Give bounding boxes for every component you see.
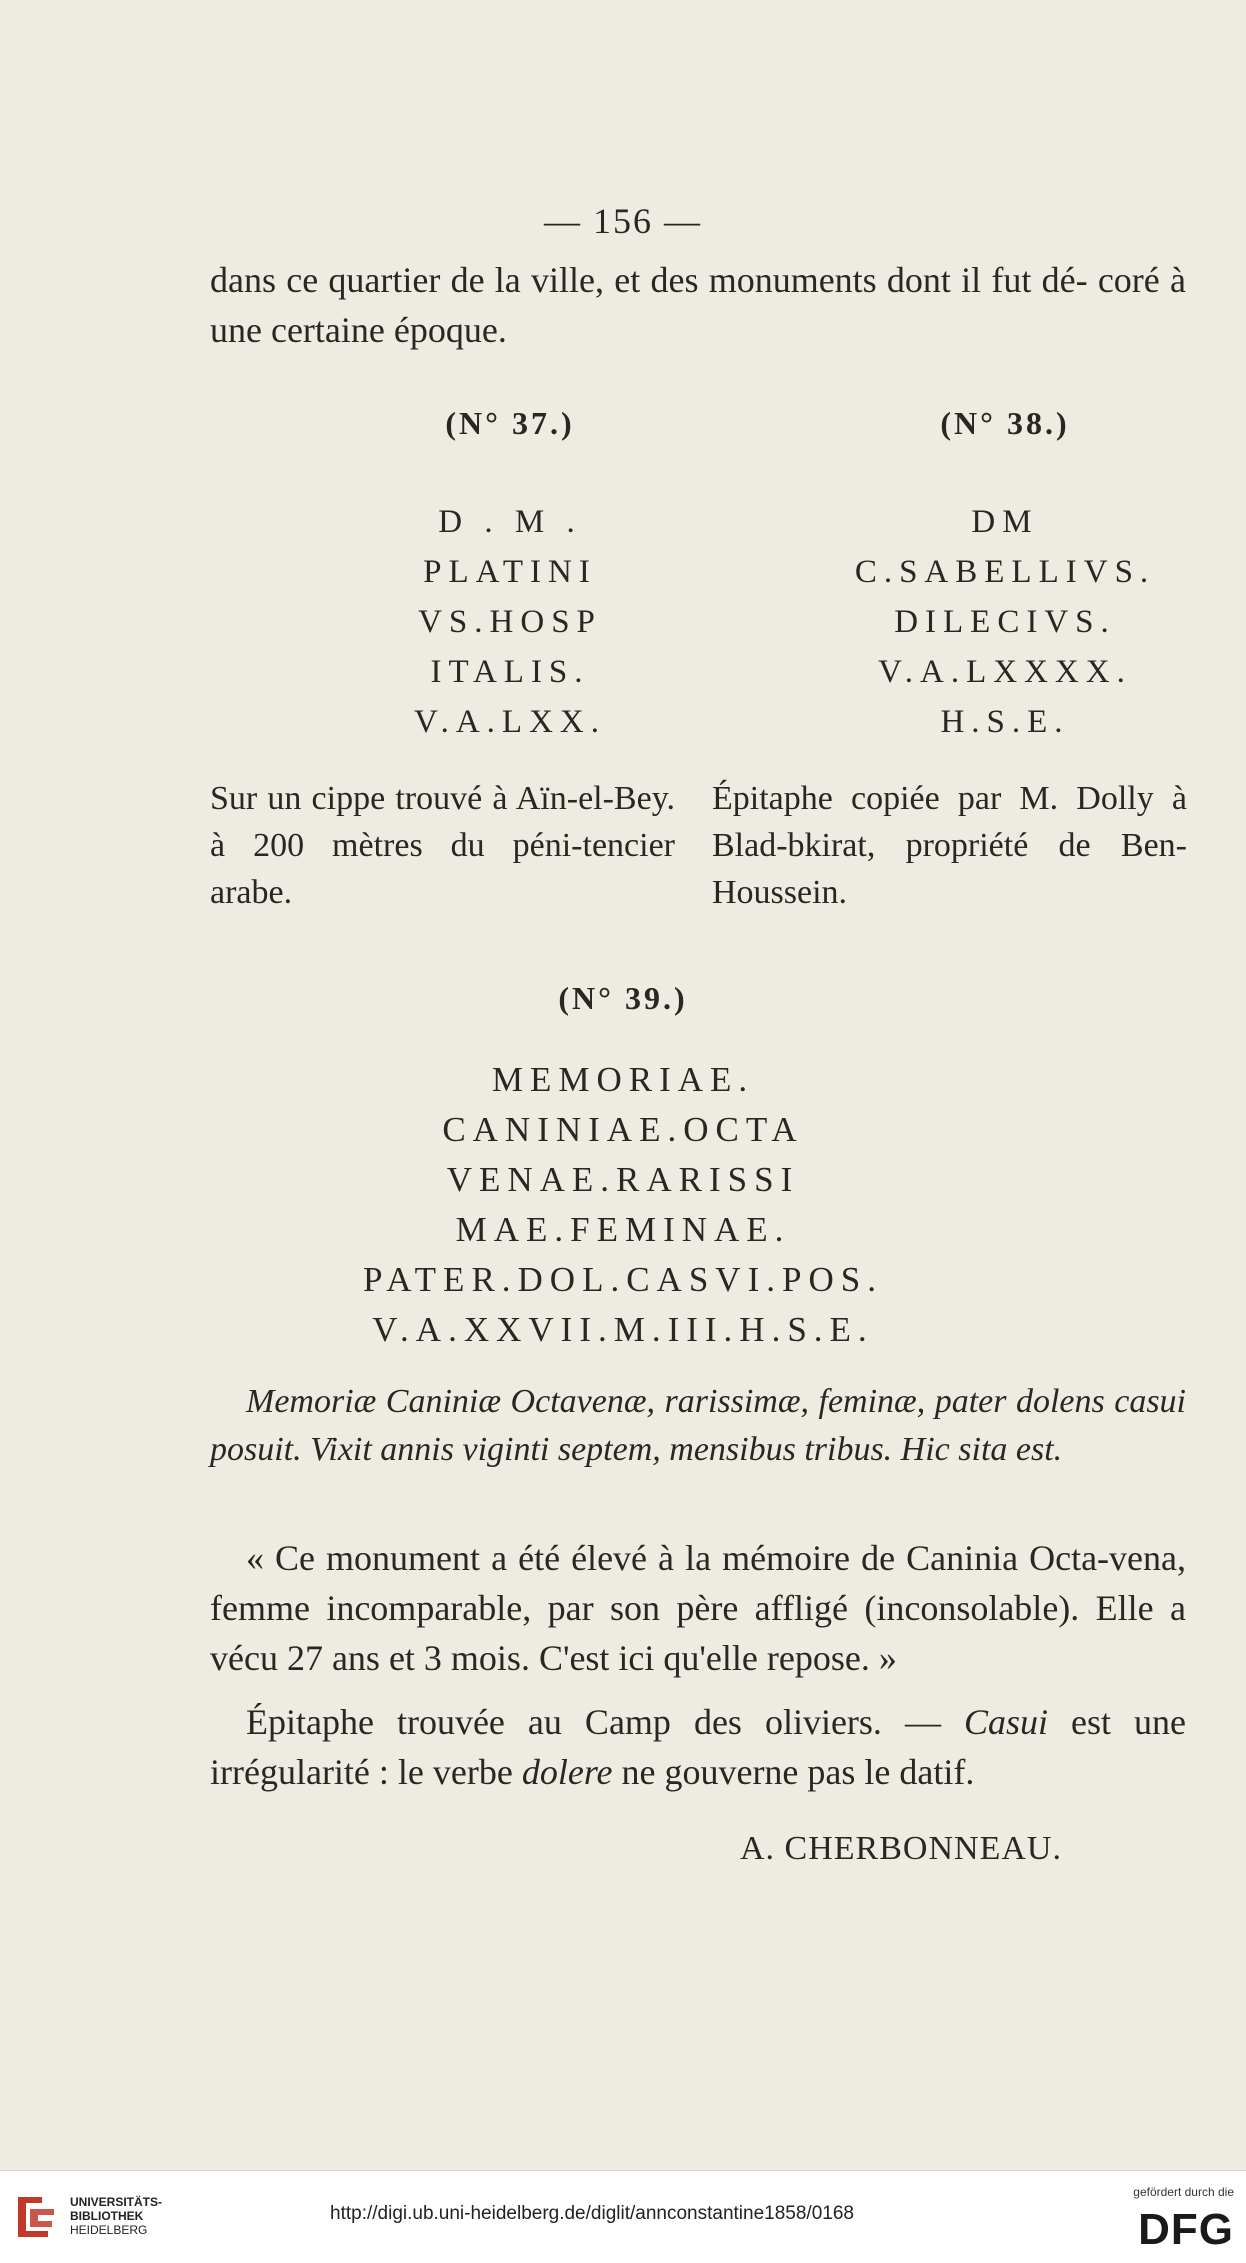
inscription-line: VS.HOSP xyxy=(418,604,602,640)
inscription-line: CANINIAE.OCTA xyxy=(442,1110,804,1149)
page-number: — 156 — xyxy=(544,201,702,241)
note-dolere: dolere xyxy=(521,1752,613,1792)
inscription-line: DILECIVS. xyxy=(894,604,1116,640)
inscription-line: MAE.FEMINAE. xyxy=(455,1210,791,1249)
dfg-logo: DFG xyxy=(1138,2205,1234,2254)
inscription-line: PLATINI xyxy=(423,554,597,590)
latin-reading-text: Memoriæ Caniniæ Octavenæ, rarissimæ, feminæ, pater dolens casui posuit. Vixit annis viginti septem, mensibus tribus. Hic sita est. xyxy=(210,1383,1186,1468)
inscription-37-text xyxy=(300,497,720,747)
source-url-link[interactable]: http://digi.ub.uni-heidelberg.de/diglit/annconstantine1858/0168 xyxy=(330,2203,854,2224)
grammar-note xyxy=(210,1697,1186,1797)
inscription-39-heading: (N° 39.) xyxy=(558,980,688,1016)
inscription-38-text xyxy=(795,497,1215,747)
university-logo-icon xyxy=(12,2191,60,2243)
note-part1: Épitaphe trouvée au Camp des oliviers. — xyxy=(246,1702,964,1742)
note-casui: Casui xyxy=(963,1702,1048,1742)
latin-reading xyxy=(210,1378,1186,1474)
inscription-39-text xyxy=(0,1055,1246,1355)
note-part3: ne gouverne pas le datif. xyxy=(612,1752,975,1792)
inscription-line: VENAE.RARISSI xyxy=(446,1160,800,1199)
inscription-38-caption: Épitaphe copiée par M. Dolly à Blad-bkirat, propriété de Ben-Houssein. xyxy=(712,780,1187,911)
university-name xyxy=(70,2195,162,2237)
university-line-3: HEIDELBERG xyxy=(70,2223,148,2237)
inscription-line: C.SABELLIVS. xyxy=(854,554,1156,590)
author-signature: A. CHERBONNEAU. xyxy=(740,1830,1062,1867)
french-translation xyxy=(210,1533,1186,1683)
inscription-line: MEMORIAE. xyxy=(491,1060,755,1099)
university-line-2: BIBLIOTHEK xyxy=(70,2209,144,2223)
inscription-37-caption: Sur un cippe trouvé à Aïn-el-Bey. à 200 mètres du péni-tencier arabe. xyxy=(210,780,675,911)
inscription-line: V.A.XXVII.M.III.H.S.E. xyxy=(372,1310,874,1349)
note-part2: est une irrégularité : le verbe xyxy=(210,1702,1187,1792)
inscription-37-heading: (N° 37.) xyxy=(445,405,575,441)
inscription-line: D . M . xyxy=(438,504,582,540)
inscription-line: ITALIS. xyxy=(430,654,590,690)
translation-text: « Ce monument a été élevé à la mémoire de Caninia Octa-vena, femme incomparable, par son père affligé (inconsolable). Elle a vécu 27 ans et 3 mois. C'est ici qu'elle repose. » xyxy=(210,1538,1186,1678)
opening-paragraph: dans ce quartier de la ville, et des monuments dont il fut dé- coré à une certaine époque. xyxy=(210,260,1186,350)
university-line-1: UNIVERSITÄTS- xyxy=(70,2195,163,2209)
footer-bar xyxy=(0,2170,1246,2263)
funded-by-label: gefördert durch die xyxy=(1133,2185,1234,2199)
inscription-38-heading: (N° 38.) xyxy=(940,405,1070,441)
inscription-line: V.A.LXX. xyxy=(414,704,606,740)
inscription-line: V.A.LXXXX. xyxy=(878,654,1132,690)
inscription-line: H.S.E. xyxy=(940,704,1070,740)
inscription-line: DM xyxy=(971,504,1039,540)
inscription-line: PATER.DOL.CASVI.POS. xyxy=(363,1260,883,1299)
